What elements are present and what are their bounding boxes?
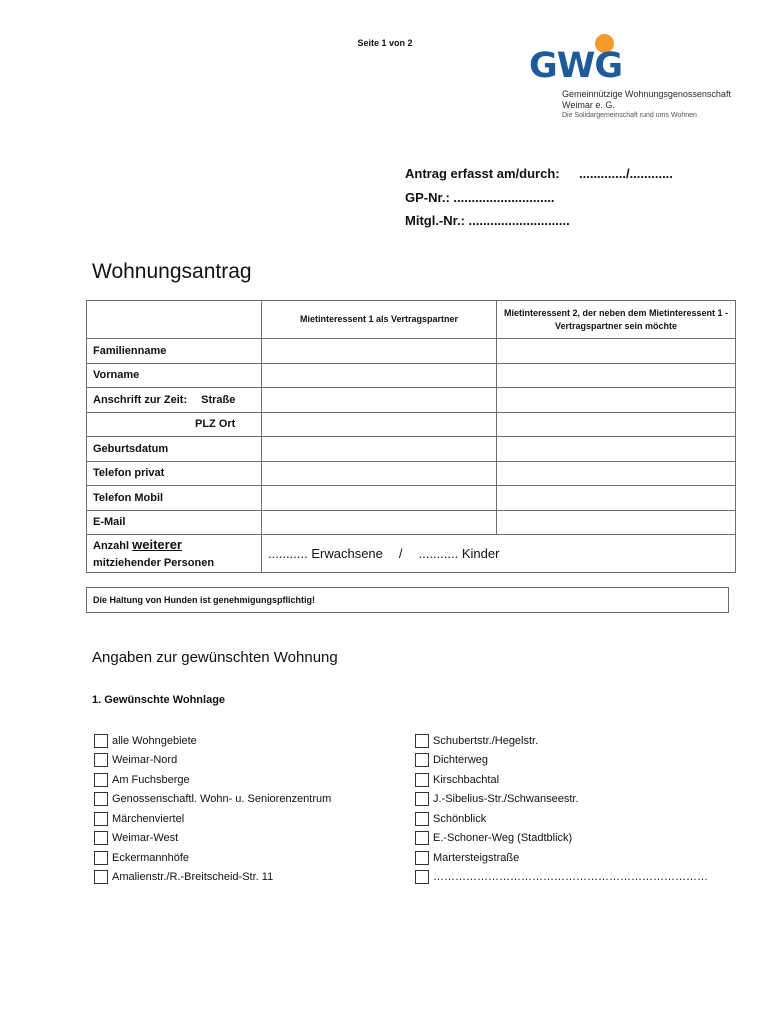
phone-private-field-2[interactable] xyxy=(497,461,736,486)
checkbox[interactable] xyxy=(415,831,429,845)
applicant-table xyxy=(86,300,736,573)
option-label: Am Fuchsberge xyxy=(112,773,190,786)
persons-label-underline: weiterer xyxy=(132,536,182,552)
address-label: Anschrift zur Zeit: xyxy=(93,393,188,406)
option-label: E.-Schoner-Weg (Stadtblick) xyxy=(433,832,573,845)
family-name-label: Familienname xyxy=(87,339,262,364)
phone-mobile-field-2[interactable] xyxy=(497,486,736,511)
persons-label-prefix: Anzahl xyxy=(93,539,133,552)
list-item xyxy=(415,848,708,868)
option-label: Dichterweg xyxy=(433,754,489,767)
option-label: Eckermannhöfe xyxy=(112,851,190,864)
persons-label-cell xyxy=(87,535,262,573)
option-label: Genossenschaftl. Wohn- u. Seniorenzentrum xyxy=(112,793,332,806)
table-row xyxy=(87,412,736,437)
list-item xyxy=(415,809,708,829)
email-label: E-Mail xyxy=(87,510,262,535)
gwg-logo xyxy=(525,34,760,126)
checkbox[interactable] xyxy=(415,792,429,806)
checkbox[interactable] xyxy=(415,851,429,865)
list-item xyxy=(94,751,331,771)
option-label: Amalienstr./R.-Breitscheid-Str. 11 xyxy=(112,871,274,884)
persons-count-cell xyxy=(262,535,736,573)
desired-location-title: 1. Gewünschte Wohnlage xyxy=(92,694,226,706)
zip-city-field-1[interactable] xyxy=(262,412,497,437)
option-label: Weimar-West xyxy=(112,832,179,845)
checkbox[interactable] xyxy=(415,870,429,884)
list-item xyxy=(415,868,708,888)
checkbox[interactable] xyxy=(94,870,108,884)
checkbox[interactable] xyxy=(94,773,108,787)
checkbox[interactable] xyxy=(94,831,108,845)
form-title: Wohnungsantrag xyxy=(92,260,252,283)
table-row xyxy=(87,486,736,511)
gp-number-field[interactable]: ............................ xyxy=(453,190,555,205)
table-row xyxy=(87,363,736,388)
phone-mobile-field-1[interactable] xyxy=(262,486,497,511)
option-label: Märchenviertel xyxy=(112,812,185,825)
list-item xyxy=(415,751,708,771)
table-row xyxy=(87,339,736,364)
table-row xyxy=(87,388,736,413)
header-applicant-1: Mietinteressent 1 als Vertragspartner xyxy=(262,301,497,339)
adults-count-field[interactable]: ........... Erwachsene xyxy=(268,546,383,561)
logo-company-name: Gemeinnützige Wohnungsgenossenschaft xyxy=(562,89,731,99)
first-name-label: Vorname xyxy=(87,363,262,388)
phone-private-field-1[interactable] xyxy=(262,461,497,486)
checkbox[interactable] xyxy=(415,753,429,767)
location-options-left xyxy=(94,731,331,887)
persons-label-suffix: mitziehender Personen xyxy=(93,556,215,569)
first-name-field-2[interactable] xyxy=(497,363,736,388)
logo-company-suffix: Weimar e. G. xyxy=(562,100,615,110)
logo-slogan: Die Solidargemeinschaft rund ums Wohnen xyxy=(562,112,697,119)
zip-city-label: PLZ Ort xyxy=(87,412,262,437)
checkbox[interactable] xyxy=(415,773,429,787)
dog-permission-note: Die Haltung von Hunden ist genehmigungspflichtig! xyxy=(86,587,729,613)
option-label: Kirschbachtal xyxy=(433,773,500,786)
checkbox[interactable] xyxy=(94,851,108,865)
first-name-field-1[interactable] xyxy=(262,363,497,388)
zip-city-field-2[interactable] xyxy=(497,412,736,437)
table-row xyxy=(87,461,736,486)
option-label: J.-Sibelius-Str./Schwanseestr. xyxy=(433,793,579,806)
option-label: Schönblick xyxy=(433,812,487,825)
option-label: Schubertstr./Hegelstr. xyxy=(433,734,539,747)
phone-private-label: Telefon privat xyxy=(87,461,262,486)
checkbox[interactable] xyxy=(94,753,108,767)
family-name-field-2[interactable] xyxy=(497,339,736,364)
logo-wordmark: GWG xyxy=(529,46,623,86)
table-header-row xyxy=(87,301,736,339)
birth-date-field-2[interactable] xyxy=(497,437,736,462)
birth-date-field-1[interactable] xyxy=(262,437,497,462)
children-count-field[interactable]: ........... Kinder xyxy=(418,546,500,561)
checkbox[interactable] xyxy=(94,734,108,748)
option-label: alle Wohngebiete xyxy=(112,734,197,747)
family-name-field-1[interactable] xyxy=(262,339,497,364)
list-item xyxy=(94,829,331,849)
list-item xyxy=(415,770,708,790)
received-label: Antrag erfasst am/durch: xyxy=(405,166,560,181)
received-field[interactable]: ............./............ xyxy=(579,166,673,181)
header-applicant-2: Mietinteressent 2, der neben dem Mietinteressent 1 - Vertragspartner sein möchte xyxy=(497,301,736,339)
option-label: Weimar-Nord xyxy=(112,754,178,767)
birth-date-label: Geburtsdatum xyxy=(87,437,262,462)
checkbox[interactable] xyxy=(94,792,108,806)
table-row xyxy=(87,510,736,535)
list-item xyxy=(94,731,331,751)
option-label: Martersteigstraße xyxy=(433,851,520,864)
table-header-blank xyxy=(87,301,262,339)
table-row xyxy=(87,437,736,462)
list-item xyxy=(415,731,708,751)
gp-number-line xyxy=(405,190,555,205)
phone-mobile-label: Telefon Mobil xyxy=(87,486,262,511)
street-field-1[interactable] xyxy=(262,388,497,413)
checkbox[interactable] xyxy=(94,812,108,826)
email-field-1[interactable] xyxy=(262,510,497,535)
member-number-field[interactable]: ............................ xyxy=(468,213,570,228)
member-number-label: Mitgl.-Nr.: xyxy=(405,213,469,228)
other-location-field[interactable]: ………………………………………………………………… xyxy=(433,871,708,884)
checkbox[interactable] xyxy=(415,734,429,748)
location-options-right xyxy=(415,731,708,887)
email-field-2[interactable] xyxy=(497,510,736,535)
table-row xyxy=(87,535,736,573)
list-item xyxy=(415,829,708,849)
page-number: Seite 1 von 2 xyxy=(357,38,413,48)
count-separator: / xyxy=(398,546,403,561)
checkbox[interactable] xyxy=(415,812,429,826)
gp-number-label: GP-Nr.: xyxy=(405,190,454,205)
list-item xyxy=(94,848,331,868)
list-item xyxy=(94,809,331,829)
list-item xyxy=(415,790,708,810)
received-line xyxy=(405,166,673,181)
list-item xyxy=(94,770,331,790)
address-street-label-cell xyxy=(87,388,262,413)
member-number-line xyxy=(405,213,570,228)
street-label: Straße xyxy=(201,393,236,406)
street-field-2[interactable] xyxy=(497,388,736,413)
list-item xyxy=(94,868,331,888)
list-item xyxy=(94,790,331,810)
desired-apartment-title: Angaben zur gewünschten Wohnung xyxy=(92,649,338,666)
